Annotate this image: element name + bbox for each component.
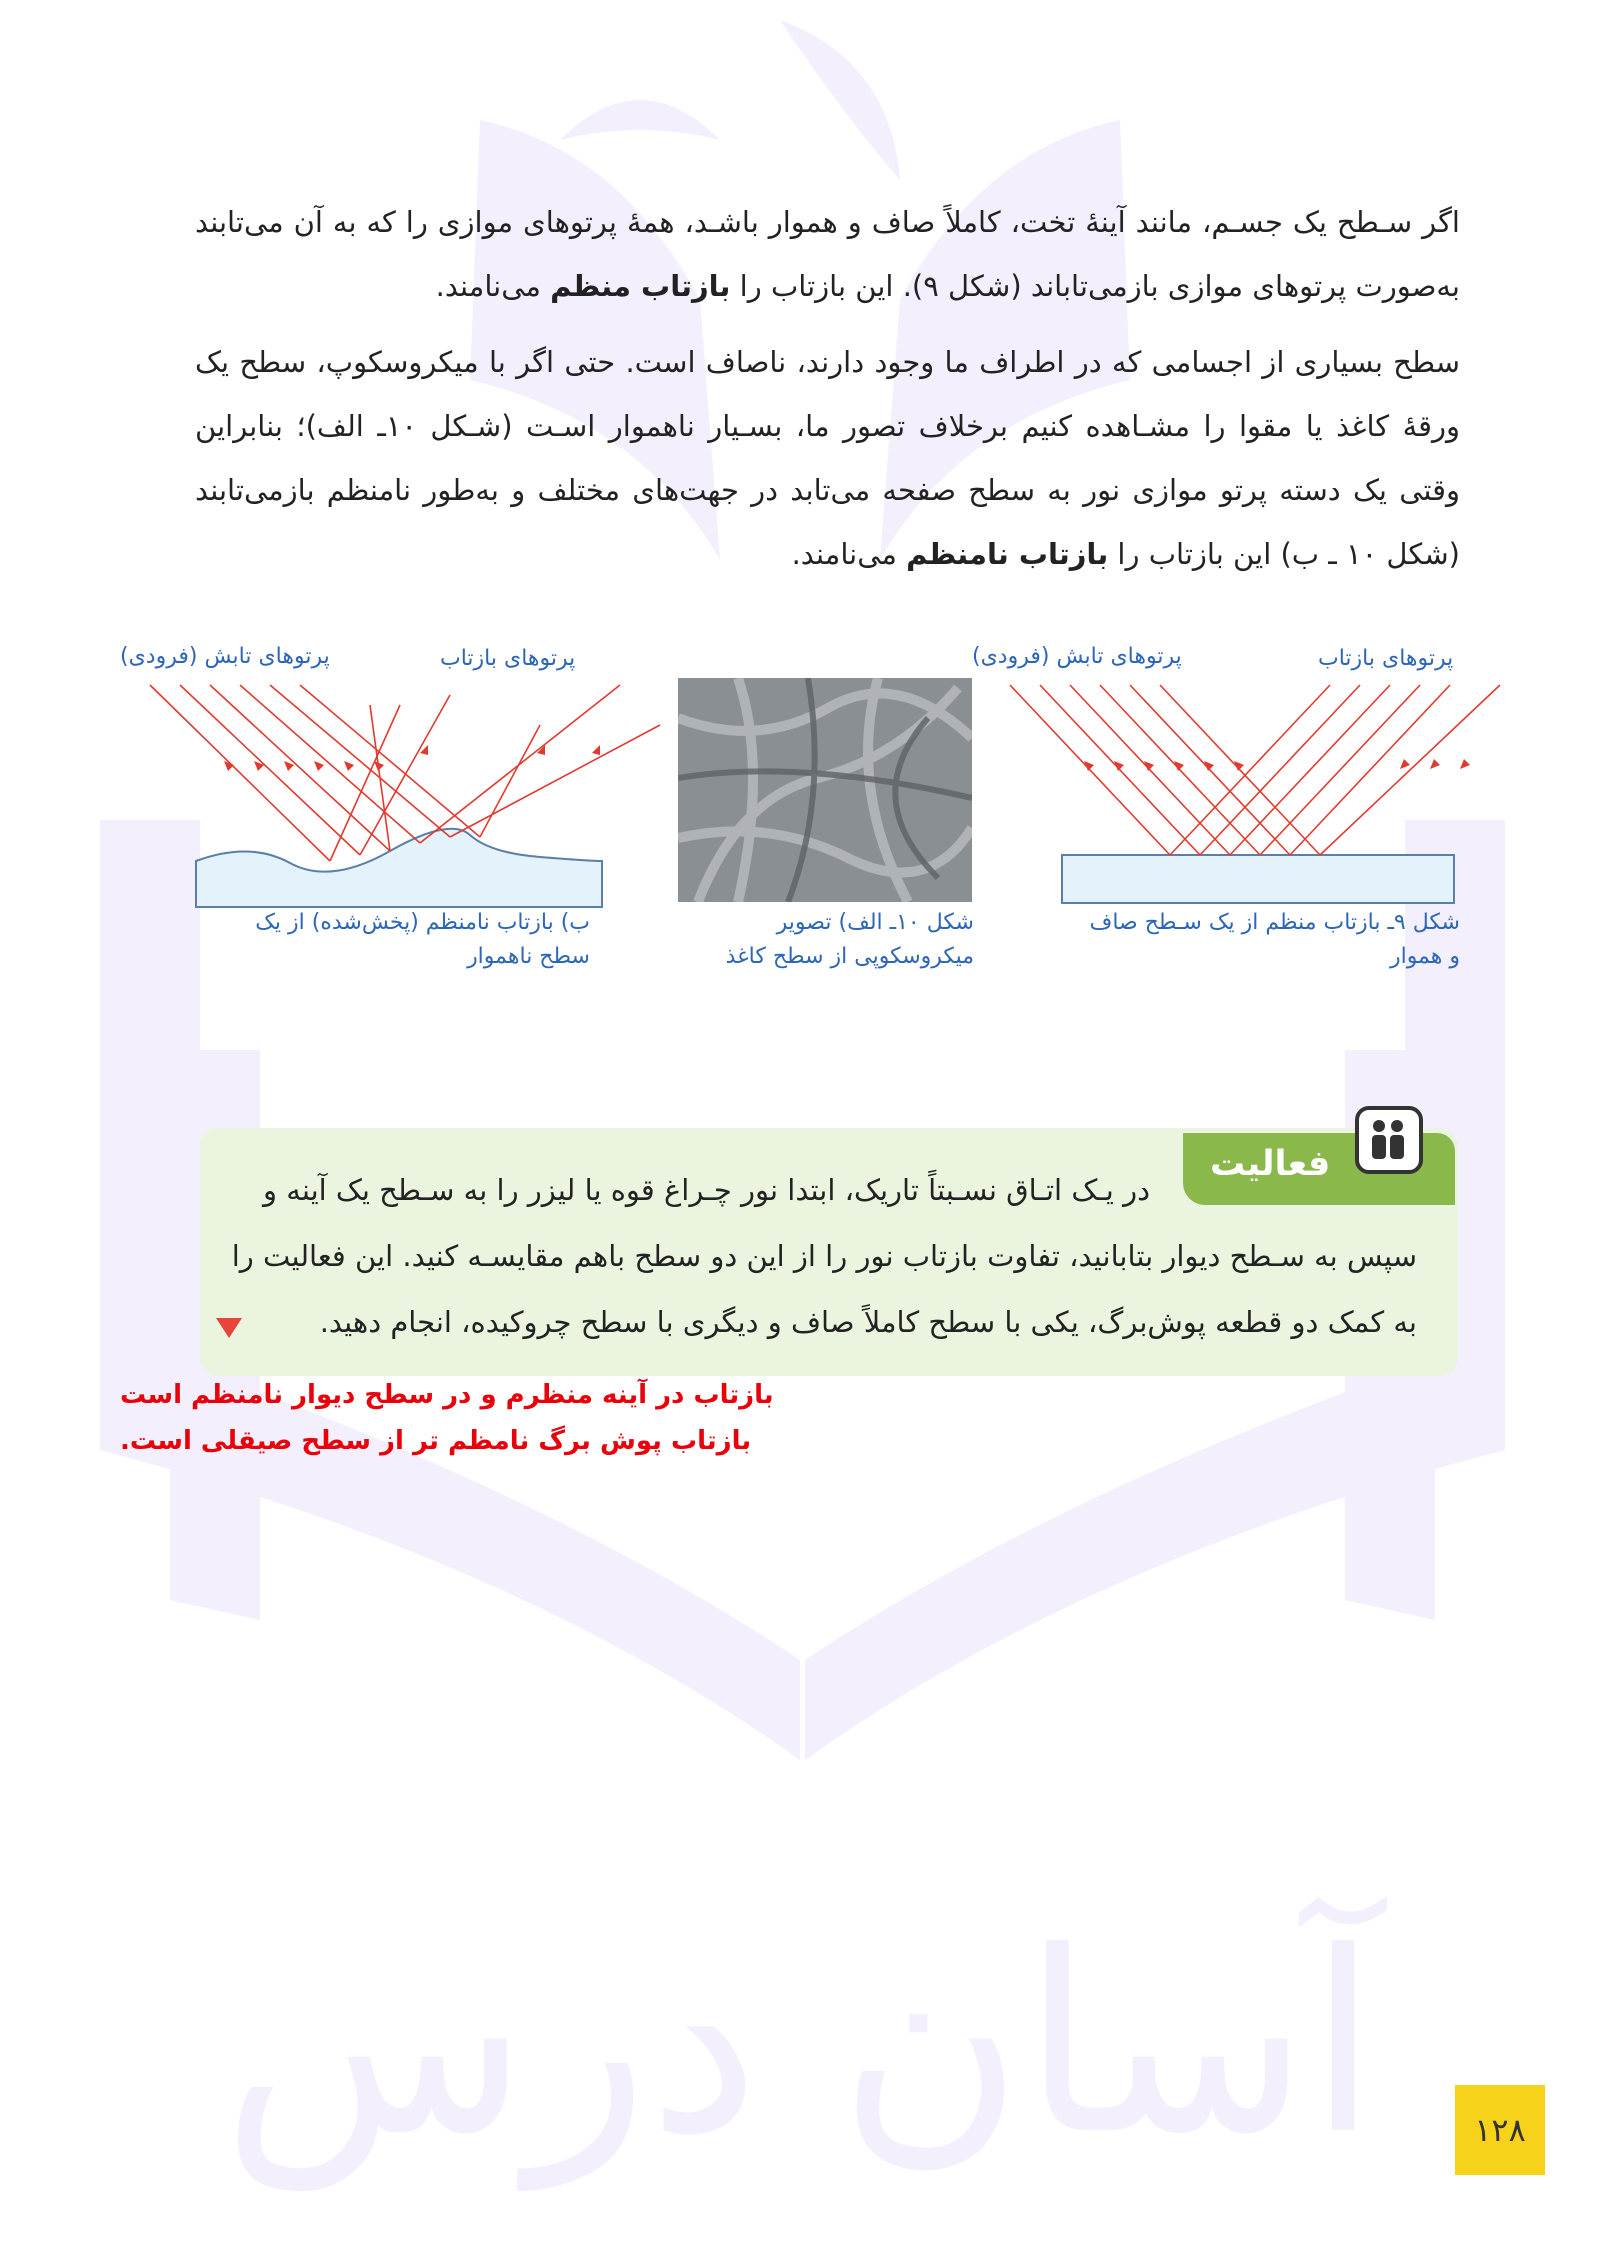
page-number: ۱۲۸	[1474, 2111, 1526, 2149]
page-number-badge	[1455, 2085, 1545, 2175]
incident-ray	[1070, 685, 1230, 855]
incident-ray	[1130, 685, 1290, 855]
label-reflected-rays: پرتوهای بازتاب	[1318, 646, 1454, 671]
incident-ray	[1100, 685, 1260, 855]
answer-line: بازتاب در آینه منظرم و در سطح دیوار نامنظم است	[120, 1380, 774, 1410]
incident-ray	[150, 685, 330, 861]
reflected-ray	[480, 725, 540, 837]
answer-line: بازتاب پوش برگ نامظم تر از سطح صیقلی است.	[120, 1426, 752, 1456]
bold-term-regular-reflection: بازتاب منظم	[550, 269, 731, 303]
incident-ray	[1160, 685, 1320, 855]
reflected-ray	[1200, 685, 1360, 855]
figure-10a-caption	[680, 906, 974, 974]
caption-line: میکروسکوپی از سطح کاغذ	[725, 944, 974, 969]
paragraph-text-end: می‌نامند.	[791, 537, 907, 571]
paragraph-text: اگر سـطح یک جسـم، مانند آینهٔ تخت، کاملاً صاف و هموار باشـد، همهٔ پرتوهای موازی را که به آن می‌تابند به‌صورت پرتوهای موازی بازمی‌تاباند (شکل ۹). این بازتاب را	[195, 205, 1460, 303]
reflected-ray	[1170, 685, 1330, 855]
reflected-ray	[1320, 685, 1500, 855]
reflected-ray	[1260, 685, 1420, 855]
incident-ray	[1040, 685, 1200, 855]
caption-line: شکل ۱۰ـ الف) تصویر	[776, 910, 974, 935]
microscopic-paper-photo	[678, 678, 972, 902]
reflected-ray	[450, 725, 660, 837]
rough-surface	[196, 829, 602, 907]
diffuse-reflection-diagram	[140, 665, 670, 915]
caption-line: ب) بازتاب نامنظم (پخش‌شده) از یک	[255, 910, 590, 935]
label-incident-rays: پرتوهای تابش (فرودی)	[120, 644, 330, 669]
down-triangle-icon[interactable]	[216, 1318, 242, 1338]
figure-9-caption	[1050, 906, 1460, 974]
watermark-text: آسان درس	[222, 1898, 1378, 2189]
activity-title: فعالیت	[1210, 1144, 1331, 1184]
paragraph-text-end: می‌نامند.	[435, 269, 551, 303]
reflected-ray	[1230, 685, 1390, 855]
reflected-ray	[1290, 685, 1450, 855]
figure-10b-caption	[200, 906, 590, 974]
regular-reflection-diagram	[1000, 665, 1520, 910]
reflected-ray	[370, 705, 390, 851]
people-icon	[1355, 1106, 1423, 1174]
caption-line: سطح ناهموار	[467, 944, 590, 969]
flat-mirror-surface	[1062, 855, 1454, 903]
paragraph-regular-reflection	[195, 190, 1460, 318]
paragraph-text: سطح بسیاری از اجسامی که در اطراف ما وجود دارند، ناصاف است. حتی اگر با میکروسکوپ، سطح یک ورقهٔ کاغذ یا مقوا را مشـاهده کنیم برخلاف تصور ما، بسـیار ناهموار اسـت (شـکل ۱۰ـ الف)؛ بنابراین وقتی یک دسته پرتو موازی نور به سطح صفحه می‌تابد در جهت‌های مختلف و به‌طور نامنظم بازمی‌تابند (شکل ۱۰ ـ ب) این بازتاب را	[195, 345, 1460, 571]
label-incident-rays: پرتوهای تابش (فرودی)	[972, 644, 1182, 669]
caption-line: شکل ۹ـ بازتاب منظم از یک سـطح صاف	[1089, 910, 1460, 935]
incident-ray	[270, 685, 450, 837]
caption-line: و هموار	[1389, 944, 1460, 969]
label-reflected-rays: پرتوهای بازتاب	[440, 646, 576, 671]
activity-text-line: به کمک دو قطعه پوش‌برگ، یکی با سطح کاملاً صاف و دیگری با سطح چروکیده، انجام دهید.	[319, 1305, 1417, 1339]
activity-text-line: سپس به سـطح دیوار بتابانید، تفاوت بازتاب نور را از این دو سطح باهم مقایسـه کنید. این فعالیت را	[231, 1239, 1417, 1273]
paragraph-diffuse-reflection	[195, 330, 1460, 586]
reflected-ray	[330, 705, 400, 861]
bold-term-diffuse-reflection: بازتاب نامنظم	[906, 537, 1109, 571]
incident-ray	[1010, 685, 1170, 855]
activity-text-line: در یـک اتـاق نسـبتاً تاریک، ابتدا نور چـراغ قوه یا لیزر را به سـطح یک آینه و	[263, 1173, 1150, 1207]
